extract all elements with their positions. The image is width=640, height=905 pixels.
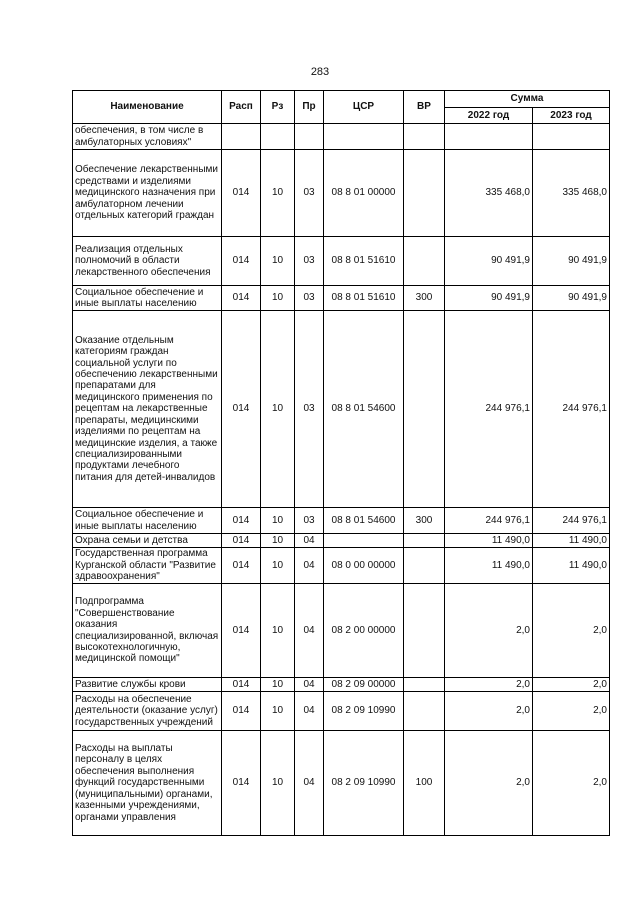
row-pr: 03 [295, 311, 324, 508]
row-rz: 10 [261, 150, 295, 237]
row-rz: 10 [261, 508, 295, 534]
table-row [73, 584, 610, 678]
row-rasp: 014 [222, 311, 261, 508]
row-pr: 03 [295, 286, 324, 311]
row-vr: 100 [404, 731, 445, 836]
budget-table [72, 90, 610, 836]
row-pr: 03 [295, 508, 324, 534]
row-csr: 08 2 00 00000 [324, 584, 404, 678]
row-sum-2023: 2,0 [533, 678, 610, 692]
row-rz: 10 [261, 692, 295, 731]
row-vr [404, 584, 445, 678]
row-sum-2022: 335 468,0 [445, 150, 533, 237]
row-vr [404, 311, 445, 508]
row-pr: 04 [295, 692, 324, 731]
row-rasp: 014 [222, 534, 261, 548]
row-rasp: 014 [222, 584, 261, 678]
row-sum-2023: 244 976,1 [533, 311, 610, 508]
row-csr: 08 8 01 51610 [324, 237, 404, 286]
row-sum-2022: 2,0 [445, 692, 533, 731]
row-vr: 300 [404, 508, 445, 534]
row-name: Государственная программа Курганской области "Развитие здравоохранения" [73, 548, 222, 584]
row-csr: 08 2 09 10990 [324, 731, 404, 836]
row-csr: 08 8 01 54600 [324, 508, 404, 534]
table-row [73, 534, 610, 548]
row-rasp [222, 124, 261, 150]
row-name: Социальное обеспечение и иные выплаты населению [73, 508, 222, 534]
row-vr [404, 678, 445, 692]
row-csr: 08 2 09 00000 [324, 678, 404, 692]
row-rz: 10 [261, 534, 295, 548]
row-csr [324, 534, 404, 548]
row-rasp: 014 [222, 731, 261, 836]
table-row [73, 286, 610, 311]
row-sum-2022: 2,0 [445, 678, 533, 692]
row-sum-2023: 90 491,9 [533, 286, 610, 311]
row-sum-2023: 11 490,0 [533, 548, 610, 584]
row-rasp: 014 [222, 678, 261, 692]
row-name: Оказание отдельным категориям граждан социальной услуги по обеспечению лекарственными препаратами для медицинского применения по рецептам на лекарственные препараты, медицинскими изделиями по рецептам на медицинские изделия, а также специализированными продуктами лечебного питания для детей-инвалидов [73, 311, 222, 508]
table-row [73, 124, 610, 150]
header-rasp: Расп [222, 91, 261, 124]
row-sum-2023: 2,0 [533, 584, 610, 678]
table-row [73, 508, 610, 534]
row-vr [404, 534, 445, 548]
row-pr: 04 [295, 731, 324, 836]
row-pr: 04 [295, 678, 324, 692]
row-rasp: 014 [222, 150, 261, 237]
row-rasp: 014 [222, 286, 261, 311]
row-pr: 04 [295, 548, 324, 584]
row-name: Расходы на выплаты персоналу в целях обеспечения выполнения функций государственными (муниципальными) органами, казенными учреждениями, органами управления [73, 731, 222, 836]
row-pr: 04 [295, 534, 324, 548]
row-name: Расходы на обеспечение деятельности (оказание услуг) государственных учреждений [73, 692, 222, 731]
row-vr [404, 548, 445, 584]
row-sum-2022: 2,0 [445, 584, 533, 678]
header-2023: 2023 год [533, 108, 610, 124]
row-sum-2023 [533, 124, 610, 150]
row-name: Реализация отдельных полномочий в области лекарственного обеспечения [73, 237, 222, 286]
header-sum: Сумма [445, 91, 610, 108]
row-rasp: 014 [222, 692, 261, 731]
row-name: Развитие службы крови [73, 678, 222, 692]
row-sum-2022: 90 491,9 [445, 286, 533, 311]
row-vr [404, 692, 445, 731]
row-pr: 04 [295, 584, 324, 678]
row-csr: 08 8 01 51610 [324, 286, 404, 311]
row-rz: 10 [261, 548, 295, 584]
row-name: Охрана семьи и детства [73, 534, 222, 548]
header-name: Наименование [73, 91, 222, 124]
row-csr [324, 124, 404, 150]
table-row [73, 692, 610, 731]
header-rz: Рз [261, 91, 295, 124]
row-csr: 08 8 01 54600 [324, 311, 404, 508]
row-vr [404, 124, 445, 150]
row-sum-2022: 90 491,9 [445, 237, 533, 286]
row-sum-2022: 2,0 [445, 731, 533, 836]
row-csr: 08 2 09 10990 [324, 692, 404, 731]
row-sum-2022: 244 976,1 [445, 508, 533, 534]
row-sum-2023: 335 468,0 [533, 150, 610, 237]
row-rz: 10 [261, 731, 295, 836]
row-rasp: 014 [222, 508, 261, 534]
table-row [73, 150, 610, 237]
header-csr: ЦСР [324, 91, 404, 124]
row-name: Подпрограмма "Совершенствование оказания специализированной, включая высокотехнологичную, медицинской помощи" [73, 584, 222, 678]
table-row [73, 678, 610, 692]
row-rz: 10 [261, 311, 295, 508]
row-name: Обеспечение лекарственными средствами и изделиями медицинского назначения при амбулаторном лечении отдельных категорий граждан [73, 150, 222, 237]
row-sum-2022: 11 490,0 [445, 548, 533, 584]
row-rz: 10 [261, 678, 295, 692]
row-pr [295, 124, 324, 150]
row-sum-2022 [445, 124, 533, 150]
row-sum-2023: 2,0 [533, 731, 610, 836]
header-vr: ВР [404, 91, 445, 124]
row-sum-2023: 11 490,0 [533, 534, 610, 548]
page-number: 283 [310, 66, 330, 78]
row-name: Социальное обеспечение и иные выплаты населению [73, 286, 222, 311]
row-vr [404, 150, 445, 237]
row-pr: 03 [295, 237, 324, 286]
row-csr: 08 0 00 00000 [324, 548, 404, 584]
row-sum-2023: 90 491,9 [533, 237, 610, 286]
table-row [73, 311, 610, 508]
row-rz: 10 [261, 237, 295, 286]
row-rasp: 014 [222, 237, 261, 286]
table-row [73, 548, 610, 584]
row-rz [261, 124, 295, 150]
row-pr: 03 [295, 150, 324, 237]
row-name: обеспечения, в том числе в амбулаторных условиях" [73, 124, 222, 150]
row-rasp: 014 [222, 548, 261, 584]
row-sum-2023: 244 976,1 [533, 508, 610, 534]
row-vr [404, 237, 445, 286]
table-row [73, 237, 610, 286]
header-pr: Пр [295, 91, 324, 124]
header-2022: 2022 год [445, 108, 533, 124]
row-sum-2022: 244 976,1 [445, 311, 533, 508]
row-rz: 10 [261, 286, 295, 311]
row-sum-2023: 2,0 [533, 692, 610, 731]
table-body [73, 124, 610, 836]
table-row [73, 731, 610, 836]
row-sum-2022: 11 490,0 [445, 534, 533, 548]
row-rz: 10 [261, 584, 295, 678]
row-vr: 300 [404, 286, 445, 311]
row-csr: 08 8 01 00000 [324, 150, 404, 237]
